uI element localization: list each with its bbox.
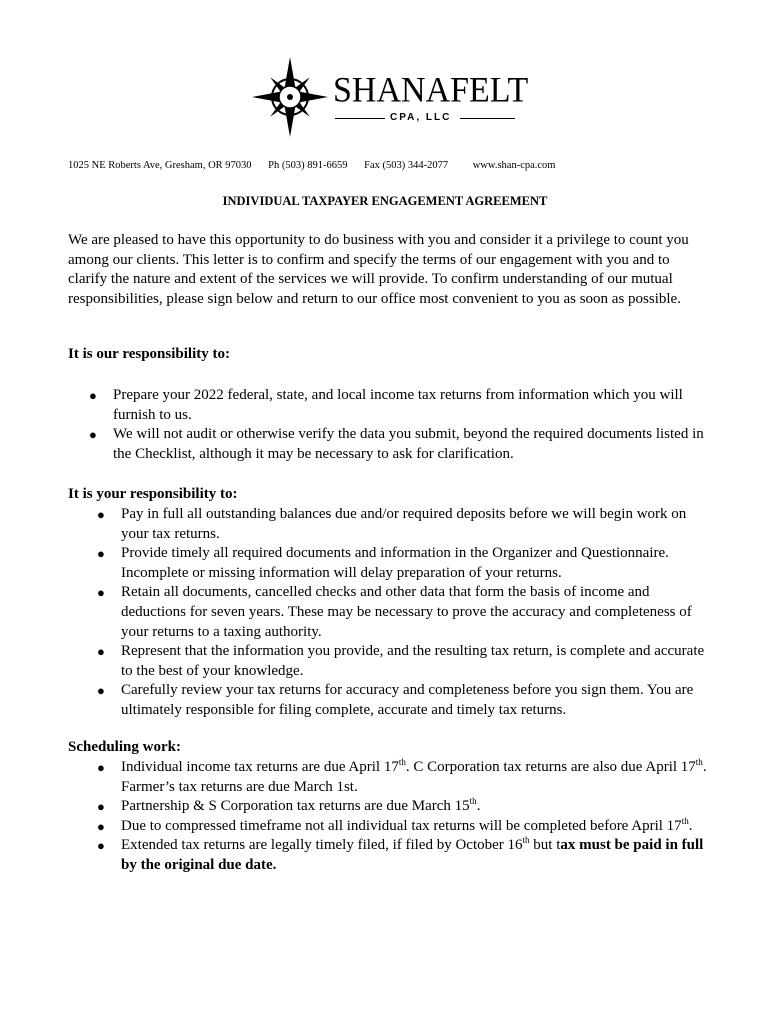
your-responsibility-heading: It is your responsibility to: [68, 486, 238, 502]
list-item: ● Individual income tax returns are due April 17th. C Corporation tax returns are also due April 17th. Farmer’s tax returns are due March 1st. [97, 757, 707, 795]
list-item: ● Due to compressed timeframe not all individual tax returns will be completed before April 17th. [121, 817, 711, 837]
bullet-icon: ● [97, 760, 105, 775]
bullet-icon: ● [89, 388, 97, 403]
company-logo [250, 54, 529, 140]
bullet-icon: ● [97, 585, 105, 601]
logo-rule-left [335, 118, 385, 119]
bullet-icon: ● [89, 427, 97, 443]
list-item: ● Pay in full all outstanding balances due and/or required deposits before we will begin work on your tax returns. [97, 506, 687, 542]
list-item: ● Represent that the information you provide, and the resulting tax return, is complete and accurate to the best of your knowledge. [97, 643, 705, 679]
logo-subtitle: CPA, LLC [390, 112, 452, 123]
our-responsibility-heading: It is our responsibility to: [68, 346, 230, 362]
address: 1025 NE Roberts Ave, Gresham, OR 97030 [68, 160, 252, 171]
list-item: ● We will not audit or otherwise verify the data you submit, beyond the required documents listed in the Checklist, although it may be necessary to ask for clarification. [89, 426, 704, 462]
list-item: ● Carefully review your tax returns for accuracy and completeness before you sign them. You are ultimately responsible for filing complete, accurate and timely tax returns. [97, 682, 694, 718]
bullet-icon: ● [97, 507, 105, 522]
list-item: ● Provide timely all required documents and information in the Organizer and Questionnaire. Incomplete or missing information will delay preparation of your returns. [97, 545, 669, 581]
bullet-icon: ● [97, 644, 105, 660]
bullet-icon: ● [97, 683, 105, 699]
fax: Fax (503) 344-2077 [364, 160, 449, 171]
our-responsibility-list [89, 386, 713, 464]
logo-wordmark: SHANAFELT [333, 71, 529, 110]
compass-rose-icon [250, 54, 330, 140]
website: www.shan-cpa.com [472, 160, 556, 171]
your-responsibility-list [97, 505, 711, 721]
bullet-icon: ● [97, 546, 105, 562]
bullet-icon: ● [97, 799, 105, 815]
bullet-icon: ● [97, 838, 105, 854]
logo-rule-right [460, 118, 515, 119]
list-item: ● Retain all documents, cancelled checks and other data that form the basis of income and deductions for seven years. These may be necessary to prove the accuracy and completeness of your returns to a taxing authority. [97, 584, 692, 640]
bullet-icon: ● [97, 818, 105, 834]
phone: Ph (503) 891-6659 [268, 160, 348, 171]
contact-line [68, 160, 555, 171]
scheduling-list [97, 757, 711, 876]
list-item: ● Partnership & S Corporation tax returns are due March 15th. [121, 797, 711, 817]
intro-paragraph: We are pleased to have this opportunity to do business with you and consider it a privilege to count you among our clients. This letter is to confirm and specify the terms of our engagement with you and to clarify the nature and extent of the services we will provide. To confirm understanding of our mutual responsibilities, please sign below and return to our office most convenient to you as soon as possible. [68, 232, 689, 307]
page-title: INDIVIDUAL TAXPAYER ENGAGEMENT AGREEMENT [222, 194, 548, 208]
list-item: ● Prepare your 2022 federal, state, and local income tax returns from information which you will furnish to us. [89, 387, 683, 423]
scheduling-heading: Scheduling work: [68, 739, 181, 755]
list-item: ● Extended tax returns are legally timely filed, if filed by October 16th but tax must be paid in full by the original due date. [97, 835, 704, 873]
